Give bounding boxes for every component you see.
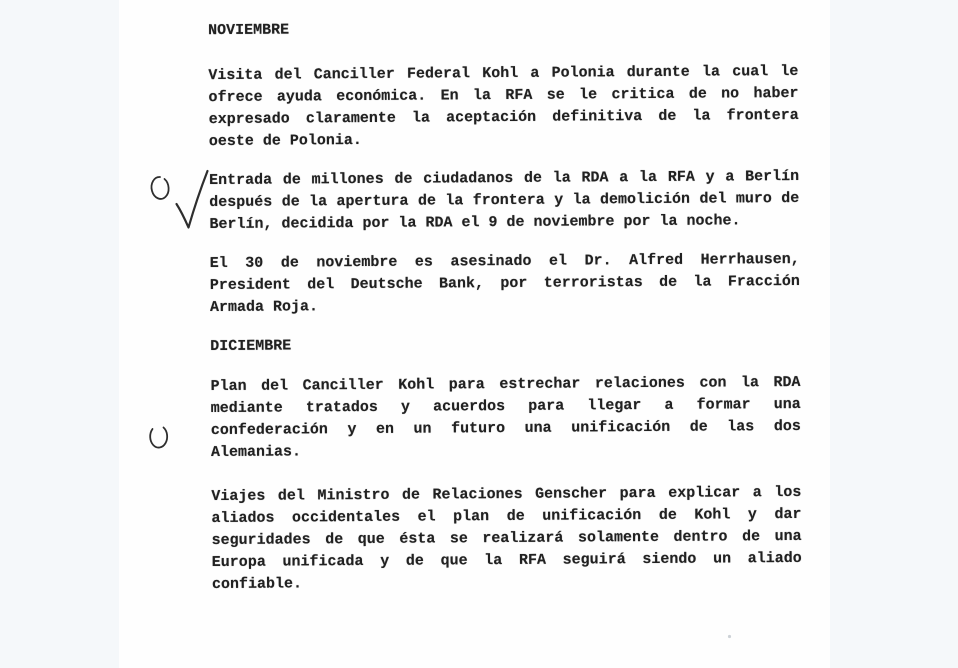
paragraph-plan-kohl [210,372,801,464]
section-diciembre [210,332,802,596]
section-heading-noviembre: NOVIEMBRE [208,21,290,40]
text-line: mediante tratados y acuerdos para llegar a formar una [210,395,801,418]
section-noviembre [208,16,800,319]
text-line: El 30 de noviembre es asesinado el Dr. Alfred Herrhausen, [209,250,800,273]
text-line: expresado claramente la aceptación definitiva de la frontera [208,106,799,129]
paragraph-herrhausen [210,249,800,319]
text-line: Entrada de millones de ciudadanos de la RDA a la RFA y a Berlín [209,167,800,190]
text-line: Plan del Canciller Kohl para estrechar relaciones con la RDA [210,373,801,396]
text-line: aliados occidentales el plan de unificación de Kohl y dar [211,505,802,528]
text-line: Viajes del Ministro de Relaciones Genscher para explicar a los [211,483,802,506]
text-line: President del Deutsche Bank, por terroristas de la Fracción [209,272,800,295]
paragraph-kohl-polonia [208,61,799,153]
text-line: Visita del Canciller Federal Kohl a Polonia durante la cual le [208,62,799,85]
text-line: confederación y en un futuro una unificación de las dos [210,417,801,440]
text-line: después de la apertura de la frontera y la demolición del muro de [209,189,800,212]
text-line: Berlín, decidida por la RDA el 9 de noviembre por la noche. [209,212,741,234]
text-line: confiable. [211,575,303,594]
section-heading-diciembre: DICIEMBRE [210,337,292,356]
text-line: Alemanias. [210,443,302,462]
paragraph-entrada-rda [209,166,799,236]
text-line: Armada Roja. [209,298,319,317]
paragraph-viajes-genscher [211,482,802,596]
text-line: Europa unificada y de que la RFA seguirá siendo un aliado [211,549,802,572]
text-line: oeste de Polonia. [208,131,362,151]
text-line: seguridades de que ésta se realizará solamente dentro de una [211,527,802,550]
document-text [208,16,802,596]
text-line: ofrece ayuda económica. En la RFA se le critica de no haber [208,84,799,107]
